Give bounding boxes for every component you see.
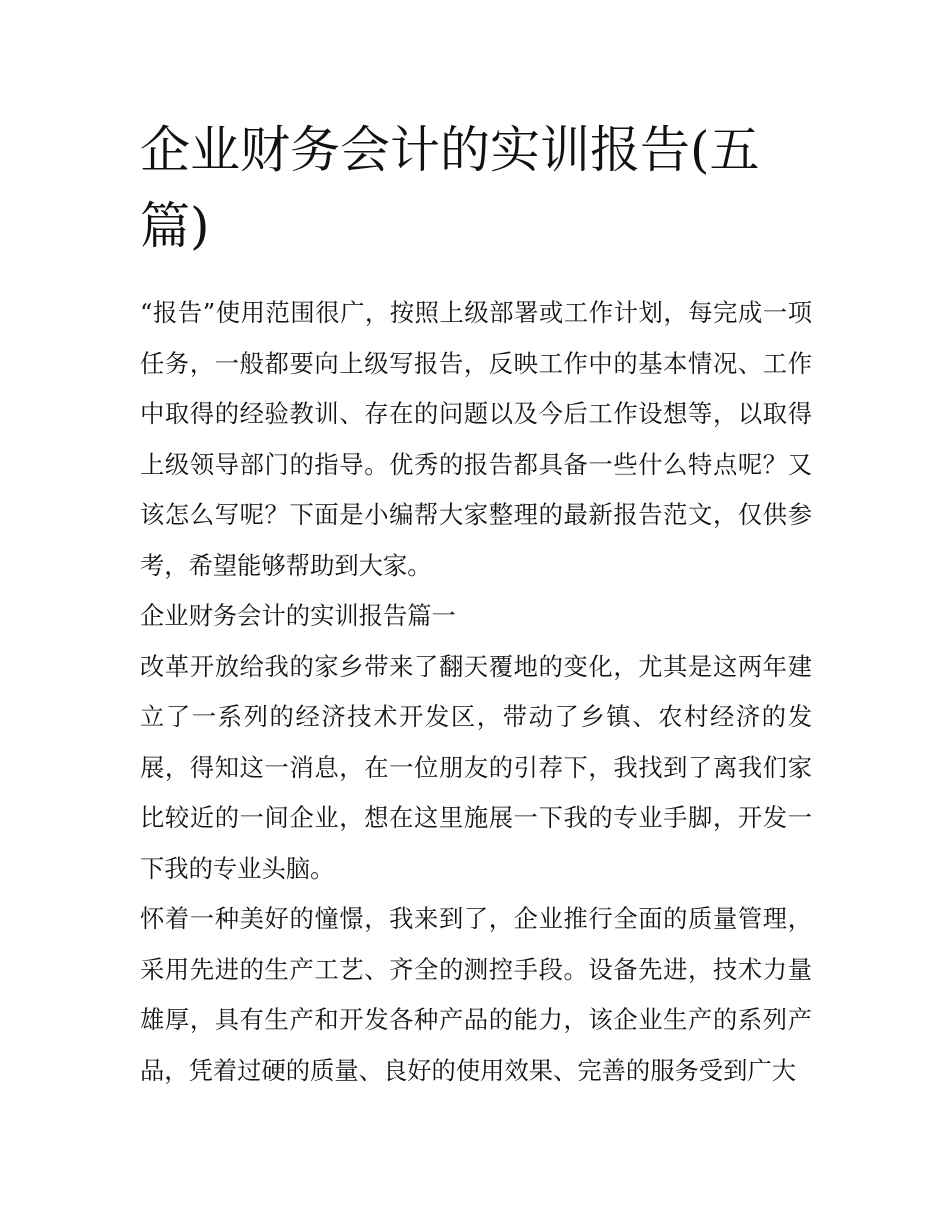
intro-paragraph: “报告”使用范围很广，按照上级部署或工作计划，每完成一项任务，一般都要向上级写报告，反映工作中的基本情况、工作中取得的经验教训、存在的问题以及今后工作设想等，以取得上级领导部门的指导。优秀的报告都具备一些什么特点呢？又该怎么写呢？下面是小编帮大家整理的最新报告范文，仅供参考，希望能够帮助到大家。 — [140, 298, 812, 580]
document-content — [140, 112, 812, 1096]
body-paragraph-1: 改革开放给我的家乡带来了翻天覆地的变化，尤其是这两年建立了一系列的经济技术开发区，带动了乡镇、农村经济的发展，得知这一消息，在一位朋友的引荐下，我找到了离我们家比较近的一间企业，想在这里施展一下我的专业手脚，开发一下我的专业头脑。 — [140, 651, 812, 883]
document-title: 企业财务会计的实训报告(五篇) — [140, 121, 760, 255]
section-heading: 企业财务会计的实训报告篇一 — [140, 601, 456, 630]
body-paragraph-2: 怀着一种美好的憧憬，我来到了，企业推行全面的质量管理，采用先进的生产工艺、齐全的测控手段。设备先进，技术力量雄厚，具有生产和开发各种产品的能力，该企业生产的系列产品，凭着过硬的质量、良好的使用效果、完善的服务受到广大 — [140, 904, 812, 1085]
